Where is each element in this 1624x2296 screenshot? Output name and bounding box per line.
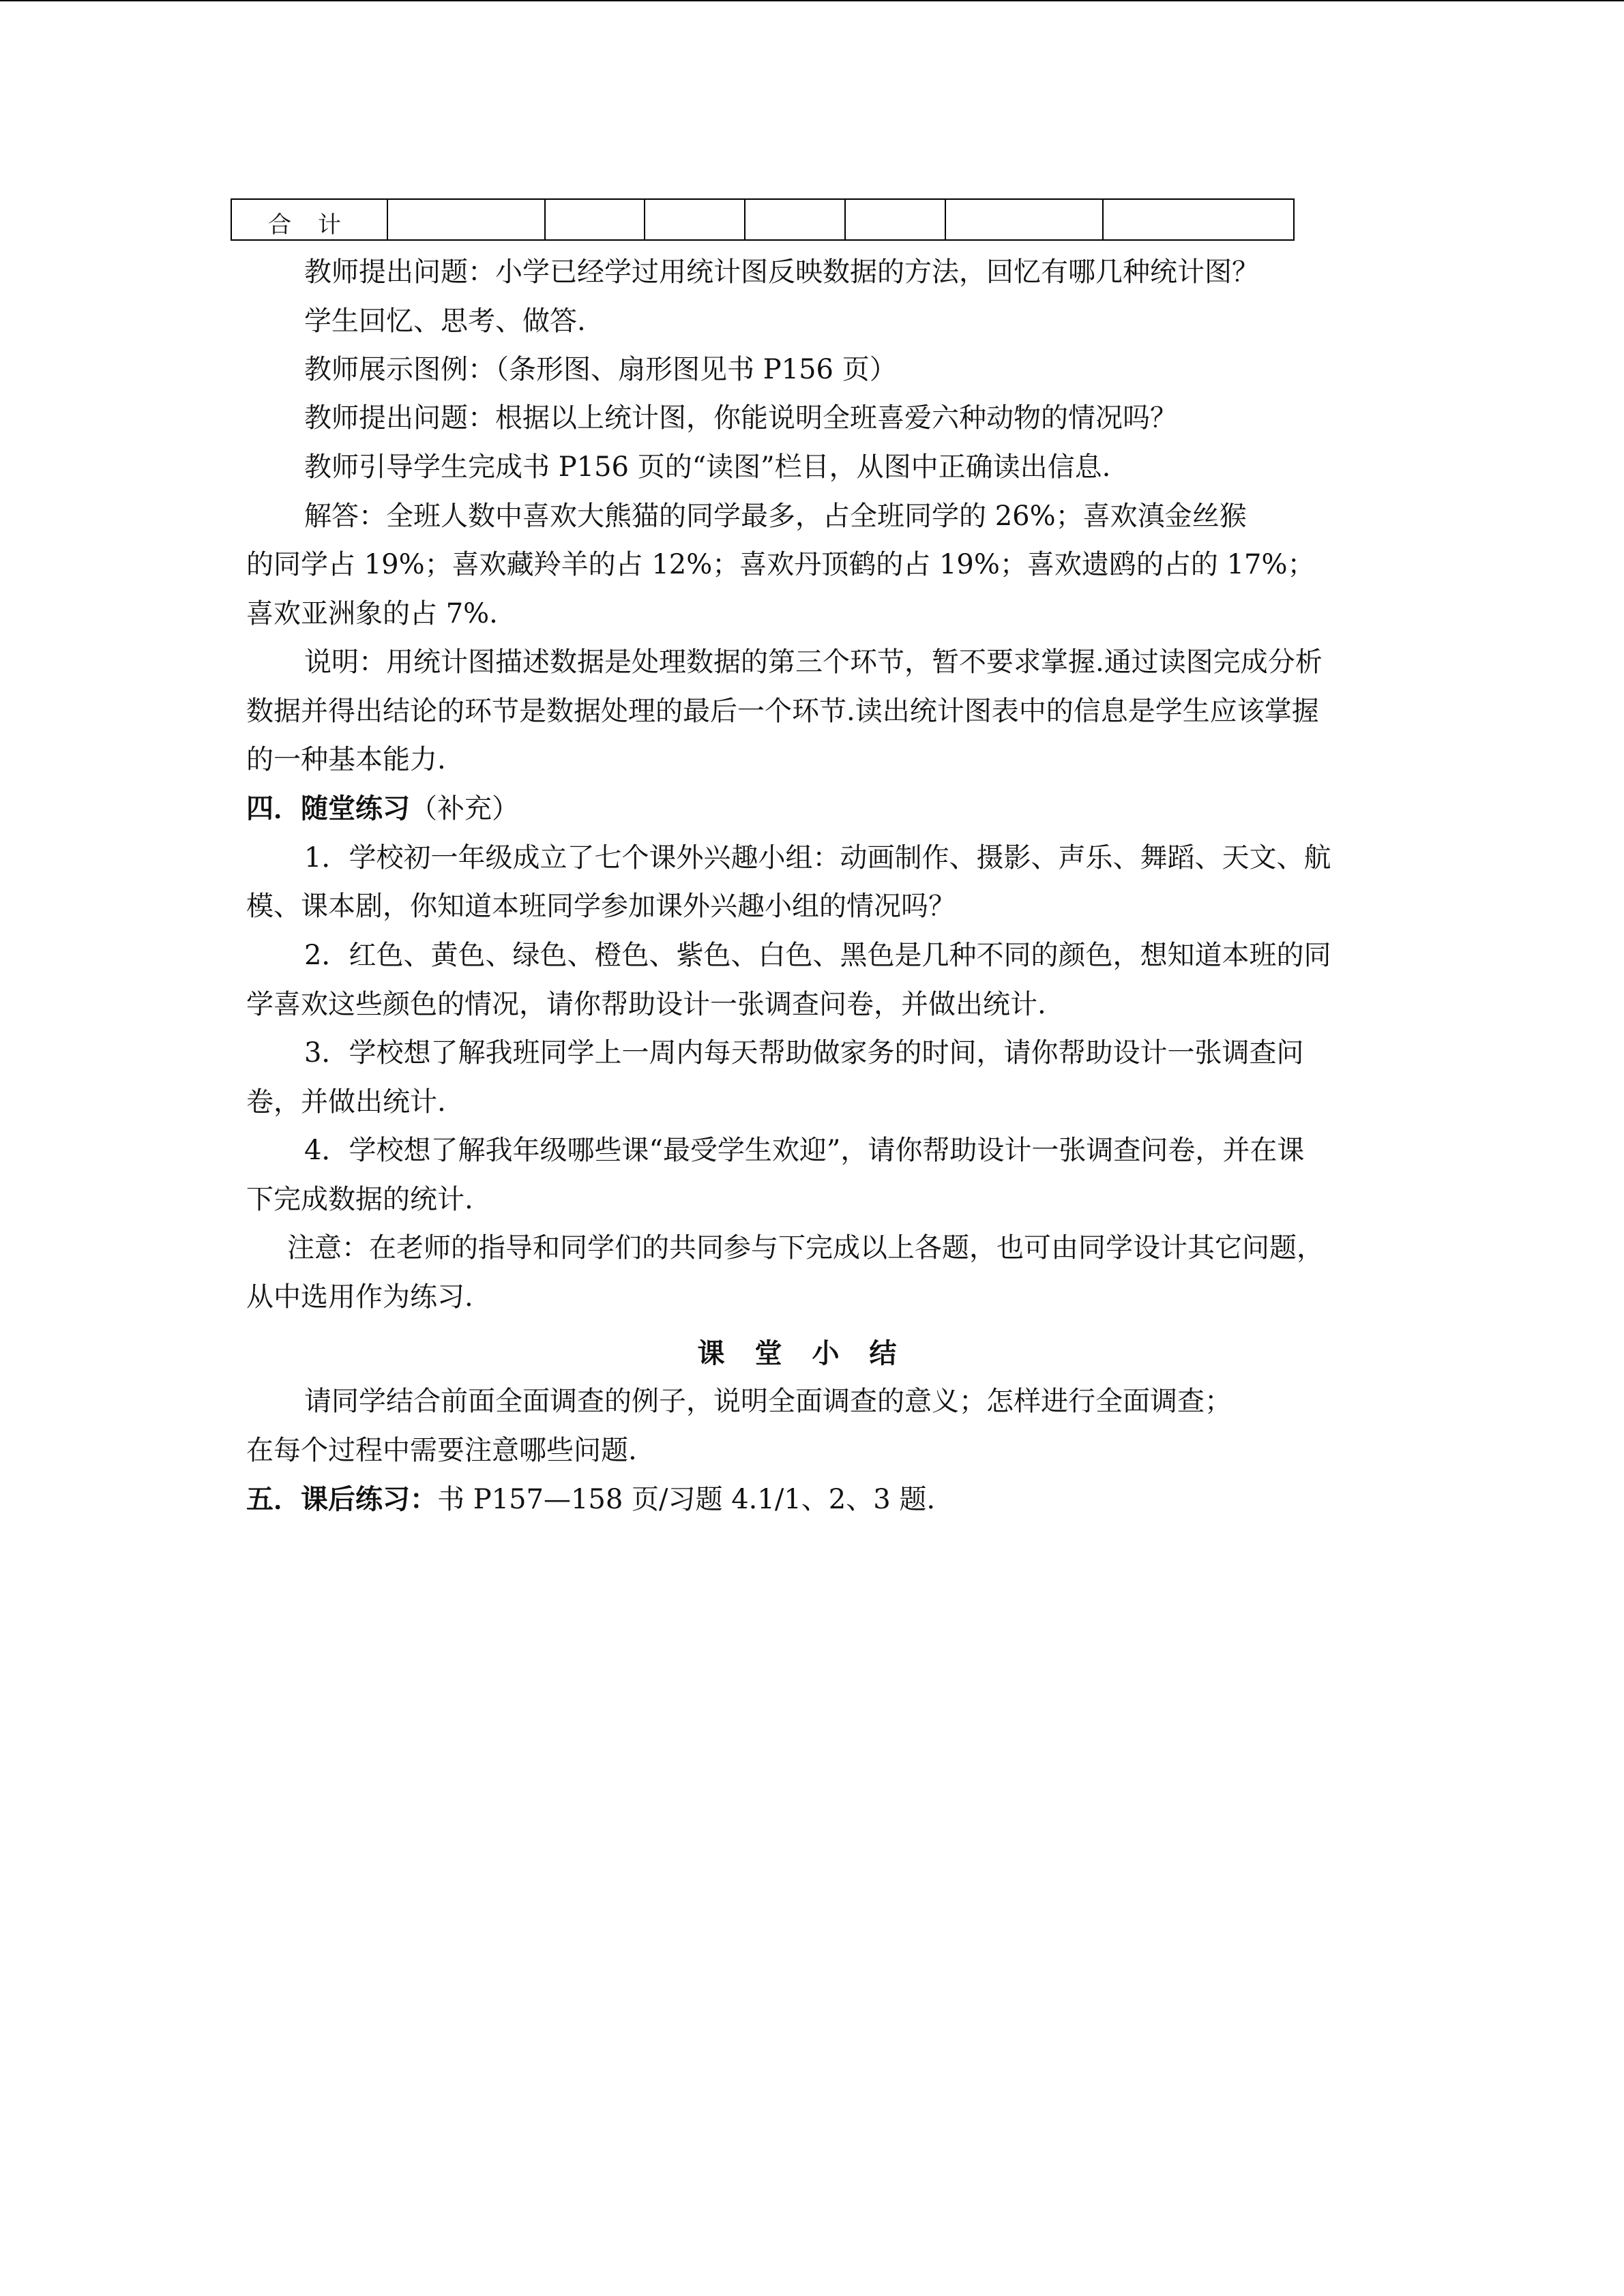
- table-cell: [945, 199, 1103, 240]
- exercise-4-line-1: 4．学校想了解我年级哪些课“最受学生欢迎”，请你帮助设计一张调查问卷，并在课: [304, 1135, 1305, 1166]
- paragraph-student-response: 学生回忆、思考、做答.: [304, 305, 586, 337]
- paragraph-teacher-question-2: 教师提出问题：根据以上统计图，你能说明全班喜爱六种动物的情况吗？: [304, 402, 1177, 434]
- exercise-1-line-1: 1．学校初一年级成立了七个课外兴趣小组：动画制作、摄影、声乐、舞蹈、天文、航: [304, 842, 1331, 874]
- paragraph-teacher-show: 教师展示图例：（条形图、扇形图见书 P156 页）: [304, 354, 897, 385]
- exercise-2-line-1: 2．红色、黄色、绿色、橙色、紫色、白色、黑色是几种不同的颜色，想知道本班的同: [304, 940, 1331, 971]
- paragraph-answer-line-3: 喜欢亚洲象的占 7%.: [246, 598, 498, 629]
- section-5-homework: [246, 1480, 935, 1519]
- section-4-heading-suffix: （补充）: [410, 793, 519, 824]
- attention-line-2: 从中选用作为练习.: [246, 1281, 473, 1313]
- summary-line-2: 在每个过程中需要注意哪些问题.: [246, 1435, 637, 1466]
- section-4-heading: [246, 790, 519, 828]
- paragraph-note-line-2: 数据并得出结论的环节是数据处理的最后一个环节.读出统计图表中的信息是学生应该掌握: [246, 696, 1319, 727]
- table-cell: [745, 199, 845, 240]
- total-label-cell: 合 计: [231, 199, 387, 240]
- exercise-3-line-2: 卷，并做出统计.: [246, 1086, 446, 1118]
- table-cell: [645, 199, 745, 240]
- data-table-total-row: [231, 198, 1295, 241]
- paragraph-answer-line-1: 解答：全班人数中喜欢大熊猫的同学最多，占全班同学的 26%；喜欢滇金丝猴: [304, 501, 1247, 532]
- summary-line-1: 请同学结合前面全面调查的例子，说明全面调查的意义；怎样进行全面调查；: [304, 1386, 1232, 1417]
- paragraph-teacher-question-1: 教师提出问题：小学已经学过用统计图反映数据的方法，回忆有哪几种统计图？: [304, 256, 1259, 288]
- exercise-2-line-2: 学喜欢这些颜色的情况，请你帮助设计一张调查问卷，并做出统计.: [246, 989, 1046, 1020]
- exercise-4-line-2: 下完成数据的统计.: [246, 1184, 473, 1215]
- class-summary-heading: 课堂小结: [697, 1337, 927, 1369]
- table-cell: [387, 199, 545, 240]
- paragraph-answer-line-2: 的同学占 19%；喜欢藏羚羊的占 12%；喜欢丹顶鹤的占 19%；喜欢遗鸥的占的 17%；: [246, 549, 1315, 580]
- table-cell: [845, 199, 945, 240]
- paragraph-teacher-guide: 教师引导学生完成书 P156 页的“读图”栏目，从图中正确读出信息.: [304, 451, 1111, 483]
- section-5-text: 书 P157—158 页/习题 4.1/1、2、3 题.: [437, 1484, 936, 1515]
- table-cell: [545, 199, 645, 240]
- exercise-1-line-2: 模、课本剧，你知道本班同学参加课外兴趣小组的情况吗？: [246, 891, 956, 922]
- exercise-3-line-1: 3．学校想了解我班同学上一周内每天帮助做家务的时间，请你帮助设计一张调查问: [304, 1037, 1304, 1069]
- section-4-heading-bold: 四．随堂练习: [246, 792, 410, 824]
- table-row: [231, 199, 1294, 240]
- paragraph-note-line-3: 的一种基本能力.: [246, 744, 446, 775]
- section-5-heading-bold: 五．课后练习：: [246, 1483, 437, 1515]
- paragraph-note-line-1: 说明：用统计图描述数据是处理数据的第三个环节，暂不要求掌握.通过读图完成分析: [304, 646, 1323, 678]
- table-cell: [1103, 199, 1294, 240]
- attention-line-1: 注意：在老师的指导和同学们的共同参与下完成以上各题，也可由同学设计其它问题，: [287, 1232, 1324, 1264]
